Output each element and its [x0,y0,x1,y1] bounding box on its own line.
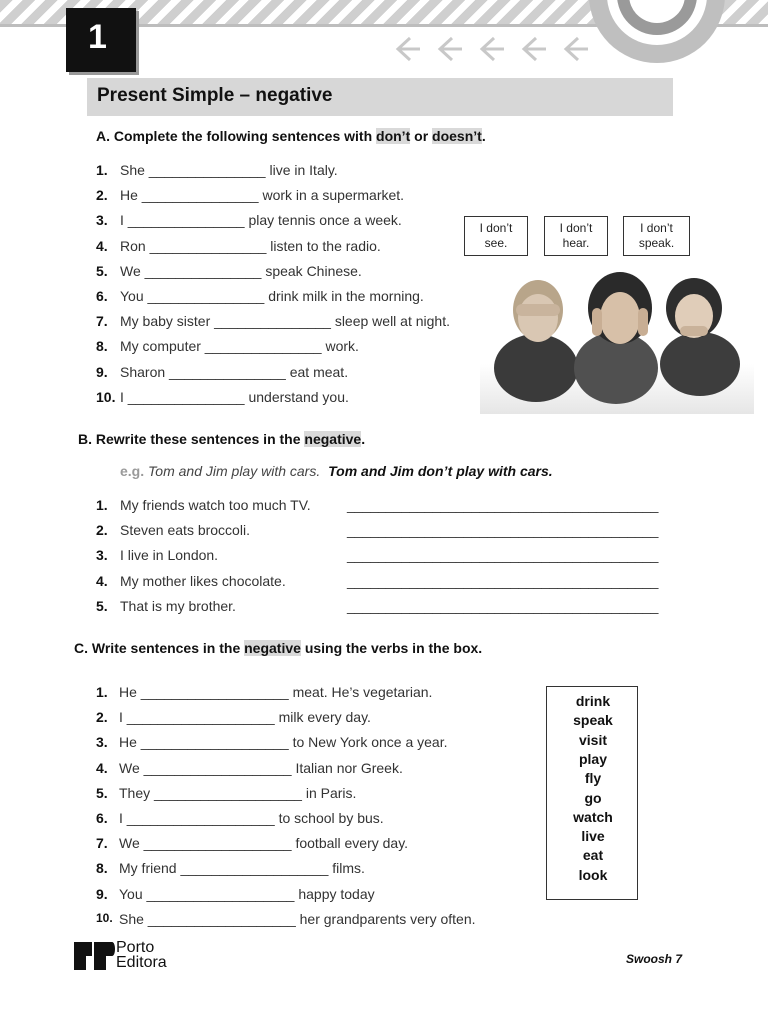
item-number: 8. [96,338,108,355]
item-text: My friend ___________________ films. [119,860,365,877]
verb-item: drink [575,693,611,709]
item-text: I ___________________ to school by bus. [119,810,384,826]
section-b-instruction-text: B. Rewrite these sentences in the [78,431,305,447]
circle-decoration [582,0,732,70]
logo-line-2: Editora [116,954,167,971]
example-label: e.g. [120,463,145,479]
item-number: 10. [96,910,113,925]
item-number: 5. [96,597,108,614]
verb-item: fly [584,770,602,787]
item-number: 4. [96,572,108,589]
logo-line-1: Porto [116,939,155,956]
verb-item: eat [582,847,604,864]
bubble-line: hear. [562,236,590,250]
answer-line[interactable]: ________________________________________ [347,497,659,513]
verb-box [546,686,638,900]
example-answer: Tom and Jim don’t play with cars. [328,463,553,479]
item-text: My baby sister _______________ sleep well at night. [120,313,450,330]
section-b-instruction [78,431,365,447]
item-number: 5. [96,784,108,801]
item-text: I _______________ play tennis once a week. [120,212,402,229]
answer-line[interactable]: ________________________________________ [347,597,659,614]
speech-bubble-see [464,216,528,256]
item-text: I _______________ understand you. [120,388,349,405]
verb-item: speak [573,712,613,729]
keyword-doesnt: doesn’t [432,128,482,144]
keyword-negative: negative [244,640,301,656]
item-text: That is my brother. [120,597,236,614]
item-number: 6. [96,288,108,304]
item-number: 1. [96,162,108,178]
unit-number: 1 [88,18,107,56]
item-number: 4. [96,237,108,254]
verb-item: visit [578,731,607,748]
item-text: She ___________________ her grandparents very often. [119,910,476,927]
title-bar [87,78,673,116]
item-text: They ___________________ in Paris. [119,784,357,801]
item-text: We _______________ speak Chinese. [120,262,362,279]
item-number: 7. [96,835,108,852]
item-text: We ___________________ football every day. [119,835,409,852]
unit-number-box [66,8,136,72]
keyword-dont: don’t [376,128,411,144]
item-number: 3. [96,212,108,229]
page-title: Present Simple – negative [97,85,333,106]
item-text: My computer _______________ work. [120,338,359,355]
item-number: 1. [96,684,108,700]
item-text: We ___________________ Italian nor Greek. [119,759,403,776]
item-text: Sharon _______________ eat meat. [120,363,349,380]
instruction-period: . [361,431,366,447]
speech-bubble-speak [623,216,690,256]
item-text: You _______________ drink milk in the morning. [120,288,424,304]
item-text: You ___________________ happy today [119,885,375,902]
item-text: I live in London. [120,547,219,564]
verb-item: play [578,750,607,767]
item-number: 2. [96,522,108,539]
item-text: She _______________ live in Italy. [120,162,338,178]
item-text: My mother likes chocolate. [120,572,286,589]
item-text: He ___________________ to New York once a year. [119,734,448,751]
item-number: 10. [96,388,116,405]
item-number: 3. [96,734,108,751]
verb-item: watch [573,808,613,825]
keyword-negative: negative [304,431,362,447]
section-a-instruction [96,128,486,144]
verb-item: go [584,789,602,806]
item-number: 3. [96,547,108,564]
answer-line[interactable]: ________________________________________ [347,547,659,564]
three-girls-photo [480,268,754,414]
section-a-instruction-text: A. Complete the following sentences with [96,128,377,144]
item-text: Ron _______________ listen to the radio. [120,237,381,254]
speech-bubble-hear [544,216,608,256]
section-c-instruction-text: C. Write sentences in the [74,640,245,656]
bubble-line: I don’t [559,221,593,235]
item-number: 4. [96,759,108,776]
bubble-line: I don’t [479,221,513,235]
instruction-period: . [481,128,486,144]
answer-line[interactable]: ________________________________________ [347,572,659,589]
bubble-line: see. [484,236,508,250]
section-c-instruction-tail: using the verbs in the box. [300,640,483,656]
footer-book-title: Swoosh 7 [626,952,683,966]
instruction-connector: or [410,128,433,144]
item-number: 5. [96,262,108,279]
answer-line[interactable]: ________________________________________ [347,522,659,539]
bubble-line: I don’t [640,221,673,235]
item-text: I ___________________ milk every day. [119,709,371,726]
item-text: My friends watch too much TV. [120,497,311,513]
section-c-instruction [74,640,482,656]
item-text: He _______________ work in a supermarket. [120,187,405,204]
item-number: 9. [96,363,108,380]
item-text: He ___________________ meat. He’s vegetarian. [119,684,433,700]
item-number: 9. [96,885,108,902]
item-text: Steven eats broccoli. [120,522,250,539]
item-number: 6. [96,810,108,826]
item-number: 2. [96,709,108,726]
example-sentence: Tom and Jim play with cars. [148,463,321,479]
item-number: 8. [96,860,108,877]
example-row [120,463,553,479]
verb-item: live [581,828,605,845]
arrow-decoration [392,34,602,64]
item-number: 2. [96,187,108,204]
item-number: 7. [96,313,108,330]
bubble-line: speak. [638,236,675,250]
item-number: 1. [96,497,108,513]
verb-item: look [578,866,608,883]
